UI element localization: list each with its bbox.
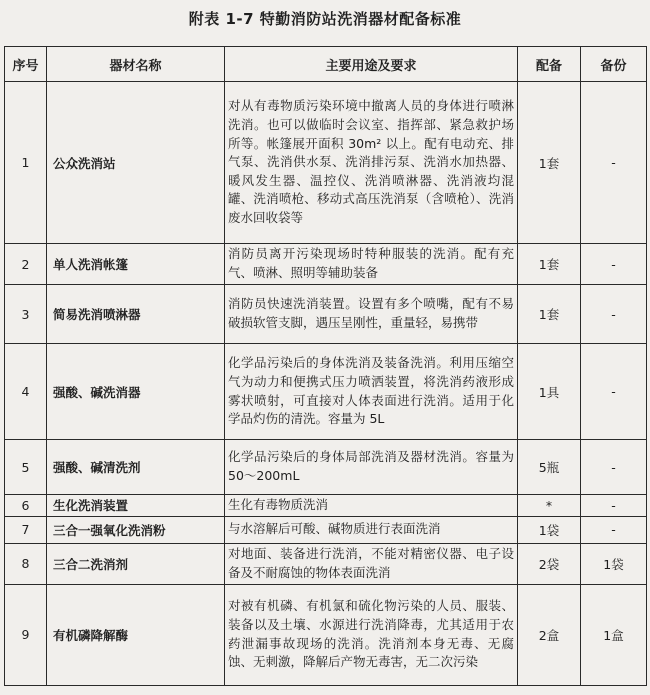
row-no: 5 xyxy=(5,440,47,495)
header-qty: 配备 xyxy=(518,47,581,82)
row-desc: 消防员离开污染现场时特种服装的洗消。配有充气、喷淋、照明等辅助装备 xyxy=(225,244,518,285)
row-backup: - xyxy=(581,440,647,495)
row-desc: 对从有毒物质污染环境中撤离人员的身体进行喷淋洗消。也可以做临时会议室、指挥部、紧急救护场所等。帐篷展开面积 30m² 以上。配有电动充、排气泵、洗消供水泵、洗消排污泵、洗消水加热器、暖风发生器、温控仪、洗消喷淋器、洗消液均混罐、洗消喷枪、移动式高压洗消泵（含喷枪）、洗消废水回收袋等 xyxy=(225,82,518,244)
row-name: 三合一强氧化洗消粉 xyxy=(47,516,225,543)
page-title: 附表 1-7 特勤消防站洗消器材配备标准 xyxy=(188,10,462,28)
table-row xyxy=(5,82,647,244)
row-qty: * xyxy=(518,495,581,517)
row-no: 1 xyxy=(5,82,47,244)
row-name: 强酸、碱洗消器 xyxy=(47,344,225,440)
row-name: 公众洗消站 xyxy=(47,82,225,244)
row-backup: 1盒 xyxy=(581,584,647,685)
row-qty: 1套 xyxy=(518,244,581,285)
row-desc: 生化有毒物质洗消 xyxy=(225,495,518,517)
row-qty: 1具 xyxy=(518,344,581,440)
row-no: 7 xyxy=(5,516,47,543)
row-qty: 5瓶 xyxy=(518,440,581,495)
header-no: 序号 xyxy=(5,47,47,82)
row-name: 单人洗消帐篷 xyxy=(47,244,225,285)
row-qty: 1套 xyxy=(518,82,581,244)
row-no: 3 xyxy=(5,285,47,344)
row-desc: 消防员快速洗消装置。设置有多个喷嘴，配有不易破损软管支脚，遇压呈刚性，重量轻，易携带 xyxy=(225,285,518,344)
row-desc: 化学品污染后的身体洗消及装备洗消。利用压缩空气为动力和便携式压力喷洒装置，将洗消药液形成雾状喷射，可直接对人体表面进行洗消。适用于化学品灼伤的清洗。容量为 5L xyxy=(225,344,518,440)
equipment-table xyxy=(4,46,647,686)
row-desc: 与水溶解后可酸、碱物质进行表面洗消 xyxy=(225,516,518,543)
row-no: 9 xyxy=(5,584,47,685)
header-backup: 备份 xyxy=(581,47,647,82)
table-row xyxy=(5,344,647,440)
row-name: 生化洗消装置 xyxy=(47,495,225,517)
row-backup: - xyxy=(581,82,647,244)
row-qty: 2袋 xyxy=(518,543,581,584)
row-qty: 2盒 xyxy=(518,584,581,685)
table-header-row xyxy=(5,47,647,82)
row-desc: 对被有机磷、有机氯和硫化物污染的人员、服装、装备以及土壤、水源进行洗消降毒，尤其适用于农药泄漏事故现场的洗消。洗消剂本身无毒、无腐蚀、无刺激，降解后产物无毒害，无二次污染 xyxy=(225,584,518,685)
table-row xyxy=(5,285,647,344)
row-desc: 化学品污染后的身体局部洗消及器材洗消。容量为 50～200mL xyxy=(225,440,518,495)
row-name: 三合二洗消剂 xyxy=(47,543,225,584)
row-name: 简易洗消喷淋器 xyxy=(47,285,225,344)
table-row xyxy=(5,516,647,543)
row-backup: - xyxy=(581,344,647,440)
table-row xyxy=(5,584,647,685)
header-name: 器材名称 xyxy=(47,47,225,82)
row-name: 强酸、碱清洗剂 xyxy=(47,440,225,495)
row-name: 有机磷降解酶 xyxy=(47,584,225,685)
row-backup: 1袋 xyxy=(581,543,647,584)
table-row xyxy=(5,543,647,584)
table-row xyxy=(5,440,647,495)
row-backup: - xyxy=(581,516,647,543)
row-backup: - xyxy=(581,495,647,517)
table-row xyxy=(5,495,647,517)
table-row xyxy=(5,244,647,285)
row-backup: - xyxy=(581,285,647,344)
row-no: 4 xyxy=(5,344,47,440)
row-no: 8 xyxy=(5,543,47,584)
row-desc: 对地面、装备进行洗消，不能对精密仪器、电子设备及不耐腐蚀的物体表面洗消 xyxy=(225,543,518,584)
header-desc: 主要用途及要求 xyxy=(225,47,518,82)
row-no: 6 xyxy=(5,495,47,517)
row-qty: 1袋 xyxy=(518,516,581,543)
row-qty: 1套 xyxy=(518,285,581,344)
row-backup: - xyxy=(581,244,647,285)
row-no: 2 xyxy=(5,244,47,285)
